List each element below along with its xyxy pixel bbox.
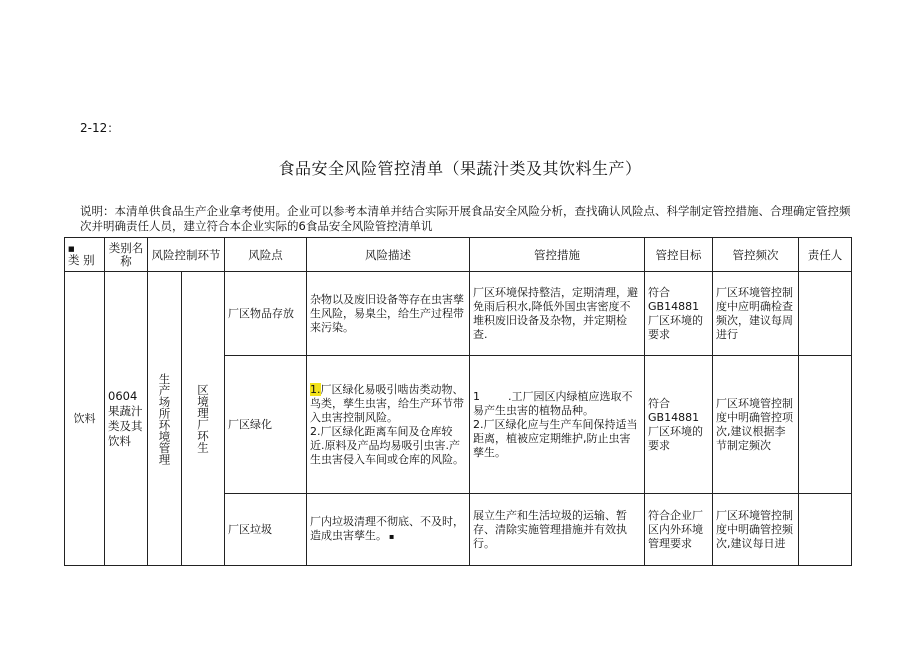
risk-point-cell: 厂区绿化 xyxy=(225,356,307,494)
risk-control-table xyxy=(64,237,852,566)
header-risk-point: 风险点 xyxy=(225,238,307,272)
document-title: 食品安全风险管控清单（果蔬汁类及其饮料生产） xyxy=(278,159,642,178)
risk-point-cell: 厂区垃圾 xyxy=(225,494,307,566)
risk-description-text: 厂区绿化易吸引啮齿类动物、鸟类，孳生虫害，给生产环节带入虫害控制风险。 2.厂区绿化距离车间及仓库较近.原料及产品均易吸引虫害.产生虫害侵入车间或仓库的风险。 xyxy=(310,382,464,466)
page-label: 2-12： xyxy=(80,121,120,135)
control-target-cell: 符合GB14881厂区环境的要求 xyxy=(645,356,713,494)
header-control-measures: 管控措施 xyxy=(470,238,645,272)
control-measures-cell: 展立生产和生活垃圾的运输、暂存、清除实施管理措施并有效执行。 xyxy=(470,494,645,566)
owner-cell xyxy=(799,494,852,566)
marker-square: ■ xyxy=(68,244,75,253)
control-measures-cell: 1 .工厂园区内绿植应选取不易产生虫害的植物品种。 2.厂区绿化应与生产车间保持适当距离，植被应定期维护,防止虫害孳生。 xyxy=(470,356,645,494)
table-row xyxy=(65,272,852,356)
header-control-target: 管控目标 xyxy=(645,238,713,272)
stage-level2-cell xyxy=(182,272,225,566)
highlight-mark: 1. xyxy=(310,382,321,396)
header-control-stage: 风险控制环节 xyxy=(148,238,225,272)
stage-level1-cell xyxy=(148,272,182,566)
category-cell: 饮料 xyxy=(65,272,105,566)
header-control-frequency: 管控频次 xyxy=(713,238,799,272)
control-frequency-cell: 厂区环境管控制度中明确管控项次,建议根据李节制定频次 xyxy=(713,356,799,494)
owner-cell xyxy=(799,272,852,356)
stray-mark: ▪ xyxy=(389,532,395,541)
risk-description-text: 厂内垃圾清理不彻底、不及时，造成虫害孳生。 xyxy=(310,515,464,542)
risk-point-cell: 厂区物品存放 xyxy=(225,272,307,356)
header-category-name: 类别名称 xyxy=(105,238,148,272)
control-measures-cell: 厂区环境保持整洁，定期清理，避免雨后积水,降低外国虫害密度不堆积废旧设备及杂物，并定期检查. xyxy=(470,272,645,356)
stage-level2-text: 区境理厂环生 xyxy=(196,384,210,453)
header-owner: 责任人 xyxy=(799,238,852,272)
document-note: 说明：本清单供食品生产企业拿考使用。企业可以参考本清单并结合实际开展食品安全风险分析，查找确认风险点、科学制定管控措施、合理确定管控频次并明确责任人员，建立符合本企业实际的6食品安全风险管控清单讥 xyxy=(80,204,851,233)
owner-cell xyxy=(799,356,852,494)
header-risk-description: 风险描述 xyxy=(307,238,470,272)
header-row xyxy=(65,238,852,272)
header-category-label: 类 别 xyxy=(68,252,95,267)
category-name-cell: 0604果蔬汁类及其饮料 xyxy=(105,272,148,566)
control-target-cell: 符合GB14881厂区环境的要求 xyxy=(645,272,713,356)
risk-description-cell: 杂物以及废旧设备等存在虫害孳生风险，易臬尘，给生产过程带来污染。 xyxy=(307,272,470,356)
risk-description-cell xyxy=(307,494,470,566)
stage-level1-text: 生产场所环境管理 xyxy=(157,372,172,465)
header-category xyxy=(65,238,105,272)
control-frequency-cell: 厂区环境管控制度中应明确检查频次，建议每周进行 xyxy=(713,272,799,356)
control-frequency-cell: 厂区环境管控制度中明确管控频次,建议每日进 xyxy=(713,494,799,566)
risk-description-cell xyxy=(307,356,470,494)
control-target-cell: 符合企业厂区内外环境管理要求 xyxy=(645,494,713,566)
